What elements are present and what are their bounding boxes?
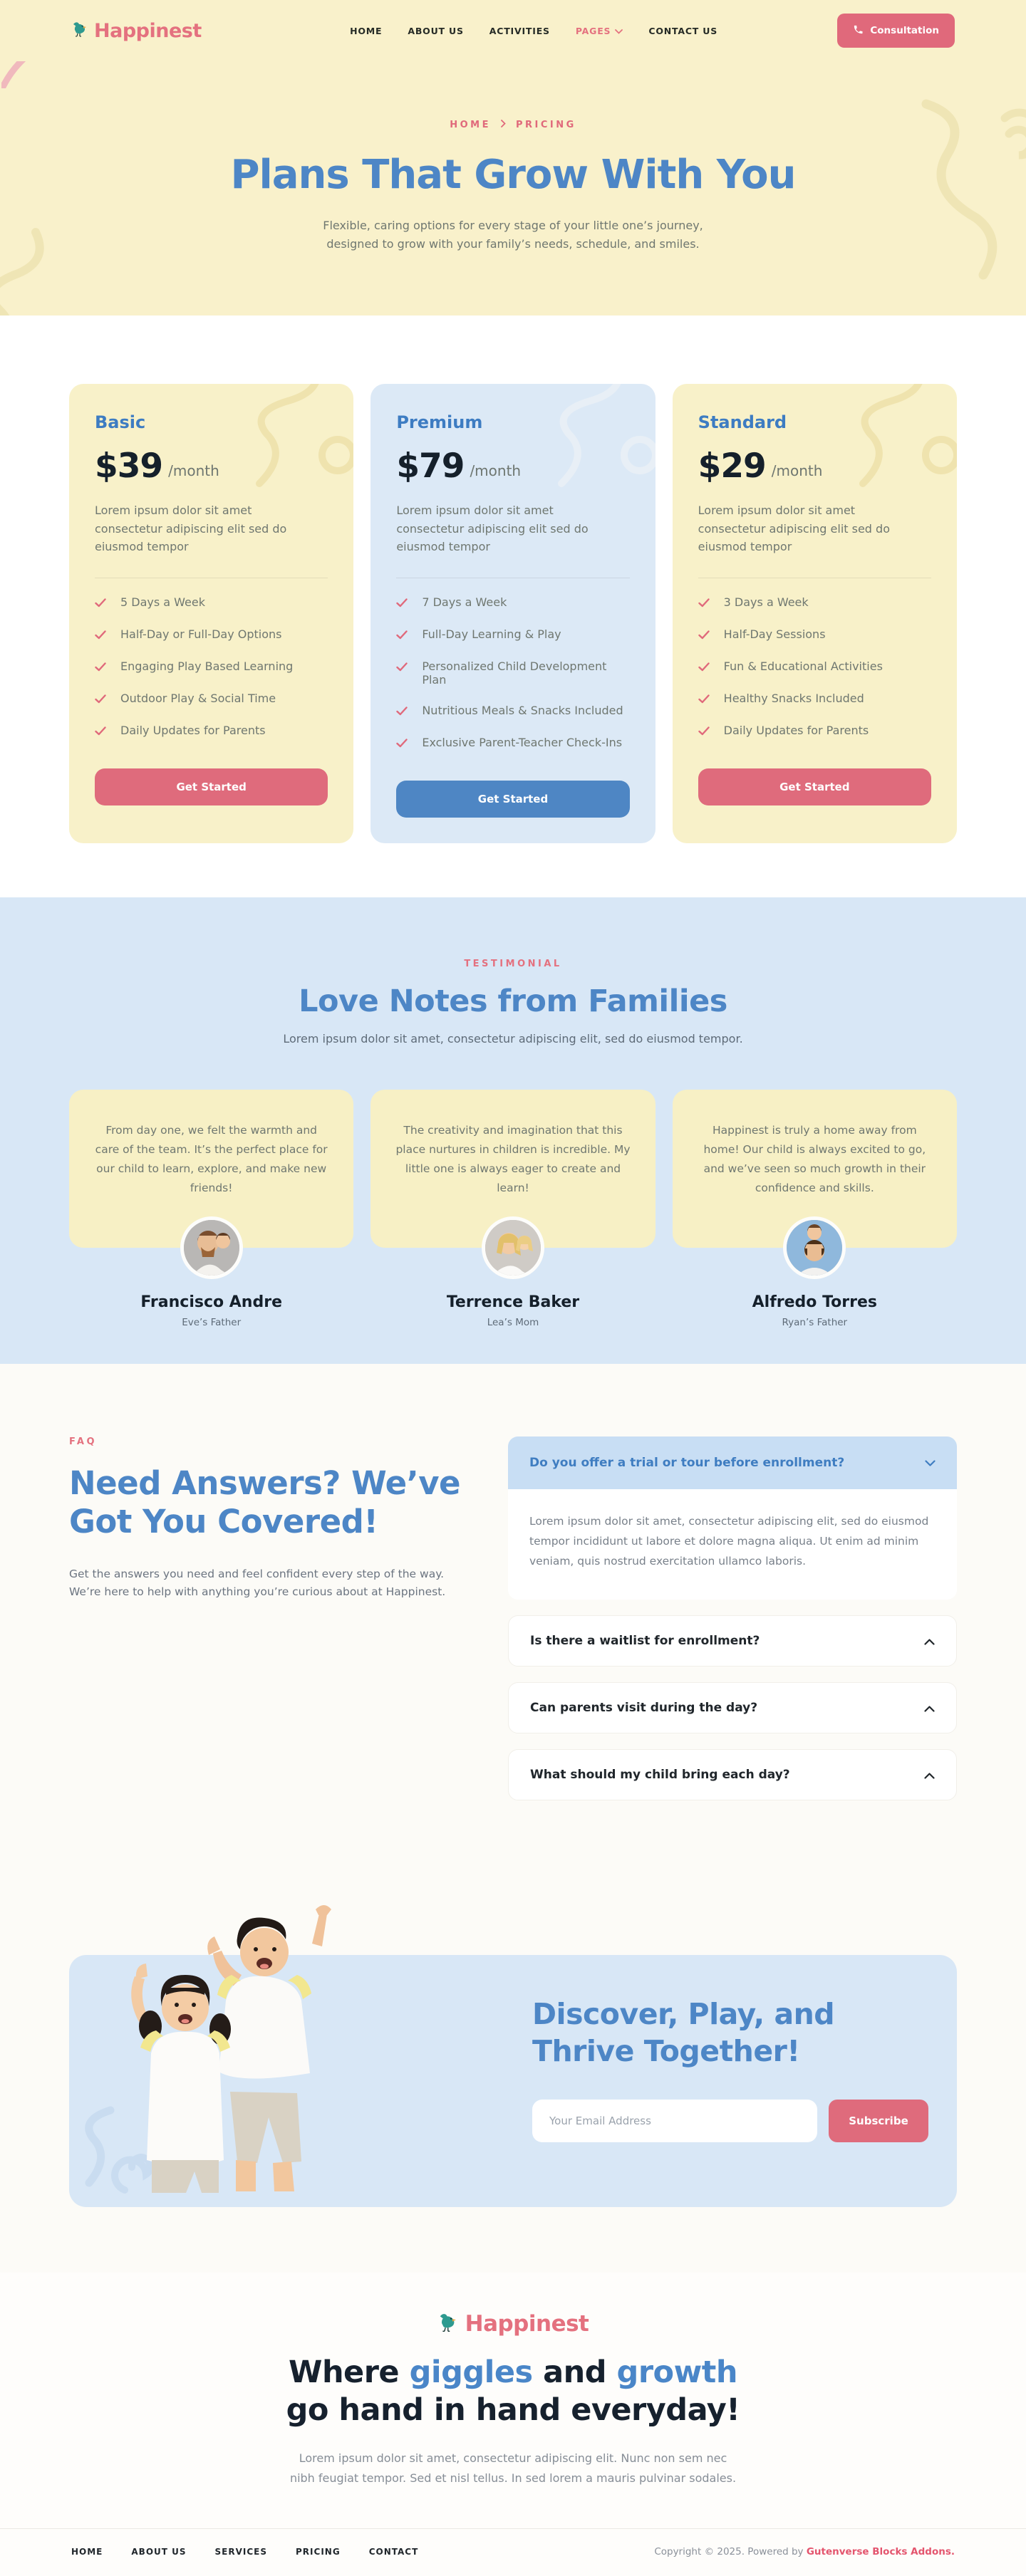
plan-period: /month xyxy=(168,462,219,479)
subscribe-button[interactable]: Subscribe xyxy=(829,2100,928,2142)
check-icon xyxy=(95,597,106,610)
footer-paragraph: Lorem ipsum dolor sit amet, consectetur adipiscing elit. Nunc non sem nec nibh feugiat tempor. Sed et nisl tellus. In sed lorem a mauris pulvinar sodales. xyxy=(289,2451,737,2486)
plan-feature xyxy=(698,659,931,674)
check-icon xyxy=(396,705,408,719)
plan-feature-label: Outdoor Play & Social Time xyxy=(120,691,276,705)
gutenverse-link[interactable]: Gutenverse Blocks Addons. xyxy=(806,2546,955,2558)
check-icon xyxy=(396,661,408,674)
copyright-text: Copyright © 2025. Powered by xyxy=(654,2546,807,2558)
footer-nav-pricing[interactable]: PRICING xyxy=(296,2547,341,2557)
plan-description: Lorem ipsum dolor sit amet consectetur adipiscing elit sed do eiusmod tempor xyxy=(698,504,890,554)
faq-item-2-header[interactable] xyxy=(509,1616,956,1666)
testimonial-card xyxy=(69,1090,353,1328)
footer-nav-contact[interactable]: CONTACT xyxy=(368,2547,419,2557)
plan-period: /month xyxy=(771,462,823,479)
cta-title: Discover, Play, and Thrive Together! xyxy=(532,1997,835,2068)
footer-logo-text: Happinest xyxy=(465,2311,589,2337)
plan-feature xyxy=(396,704,629,719)
plan-feature-label: Healthy Snacks Included xyxy=(723,691,864,705)
testimonial-name: Terrence Baker xyxy=(446,1293,580,1311)
testimonial-card xyxy=(673,1090,957,1328)
chevron-down-icon xyxy=(925,1456,936,1469)
faq-item-4-header[interactable] xyxy=(509,1750,956,1800)
faq-item-3-header[interactable] xyxy=(509,1683,956,1733)
breadcrumb-home[interactable]: HOME xyxy=(450,120,491,130)
plan-feature-list xyxy=(95,595,328,739)
avatar xyxy=(180,1216,243,1279)
chevron-up-icon xyxy=(924,1701,935,1715)
plan-feature-list xyxy=(698,595,931,739)
avatar xyxy=(482,1216,544,1279)
faq-section xyxy=(0,1364,1026,1901)
plan-feature xyxy=(396,627,629,642)
plan-description: Lorem ipsum dolor sit amet consectetur adipiscing elit sed do eiusmod tempor xyxy=(95,504,287,554)
testimonial-title: Love Notes from Families xyxy=(299,983,727,1019)
check-icon xyxy=(95,725,106,739)
get-started-button-standard[interactable]: Get Started xyxy=(698,768,931,805)
faq-question: Do you offer a trial or tour before enrollment? xyxy=(529,1455,845,1470)
check-icon xyxy=(698,661,710,674)
plan-feature-label: 3 Days a Week xyxy=(723,595,809,609)
testimonial-card xyxy=(370,1090,655,1328)
site-footer xyxy=(0,2273,1026,2576)
check-icon xyxy=(698,693,710,706)
plan-feature xyxy=(698,627,931,642)
plan-feature-label: Daily Updates for Parents xyxy=(120,723,266,737)
faq-description: Get the answers you need and feel confident every step of the way. We’re here to help with anything you’re curious about at Happinest. xyxy=(69,1567,446,1599)
testimonial-subtitle: Lorem ipsum dolor sit amet, consectetur adipiscing elit, sed do eiusmod tempor. xyxy=(283,1031,743,1045)
plan-feature-list xyxy=(396,595,629,751)
faq-question: What should my child bring each day? xyxy=(530,1768,790,1783)
copyright xyxy=(654,2546,955,2557)
plan-feature-label: Engaging Play Based Learning xyxy=(120,659,294,673)
footer-heading-highlight: giggles xyxy=(409,2355,533,2391)
plan-feature-label: Nutritious Meals & Snacks Included xyxy=(422,703,623,717)
plan-price: $29 xyxy=(698,447,766,486)
breadcrumb-current: PRICING xyxy=(515,120,576,130)
bird-logo-icon xyxy=(71,20,90,41)
footer-heading-line2: go hand in hand everyday! xyxy=(286,2392,740,2428)
footer-nav-home[interactable]: HOME xyxy=(71,2547,103,2557)
consultation-label: Consultation xyxy=(870,25,939,36)
check-icon xyxy=(95,661,106,674)
testimonial-role: Ryan’s Father xyxy=(782,1316,848,1328)
avatar xyxy=(783,1216,846,1279)
plan-feature-label: Full-Day Learning & Play xyxy=(422,627,561,641)
plan-feature xyxy=(95,724,328,739)
testimonial-name: Francisco Andre xyxy=(140,1293,282,1311)
breadcrumb xyxy=(0,120,1026,130)
plan-name: Standard xyxy=(698,412,787,432)
nav-item-pages[interactable] xyxy=(576,26,623,36)
consultation-button[interactable] xyxy=(837,14,955,48)
faq-question: Can parents visit during the day? xyxy=(530,1701,758,1716)
phone-icon xyxy=(853,24,864,38)
page-subtitle: Flexible, caring options for every stage of your little one’s journey, designed to grow with your family’s needs, schedule, and smiles. xyxy=(323,219,703,251)
page-title: Plans That Grow With You xyxy=(230,152,796,198)
footer-heading-word: and xyxy=(543,2355,607,2391)
footer-logo[interactable] xyxy=(437,2311,589,2337)
plan-feature-label: Half-Day or Full-Day Options xyxy=(120,627,282,641)
bird-logo-icon xyxy=(437,2311,460,2337)
plan-name: Premium xyxy=(396,412,483,432)
squiggle-decoration xyxy=(898,90,1026,303)
plan-feature-label: 7 Days a Week xyxy=(422,595,507,609)
pricing-card-basic xyxy=(69,384,353,843)
plan-feature-label: 5 Days a Week xyxy=(120,595,206,609)
footer-bottom-bar xyxy=(0,2528,1026,2576)
pricing-section xyxy=(0,316,1026,897)
email-input[interactable] xyxy=(532,2100,817,2142)
chevron-right-icon xyxy=(501,120,506,130)
faq-answer: Lorem ipsum dolor sit amet, consectetur adipiscing elit, sed do eiusmod tempor incididunt ut labore et dolore magna aliqua. Ut enim ad minim veniam, quis nostrud exercitation ullamco laboris. xyxy=(508,1489,957,1600)
subscribe-form xyxy=(532,2100,938,2142)
nav-item-activities[interactable]: ACTIVITIES xyxy=(489,25,550,36)
footer-heading-highlight: growth xyxy=(616,2355,737,2391)
nav-item-pages-label: PAGES xyxy=(575,25,611,36)
plan-feature xyxy=(95,692,328,706)
faq-item-3 xyxy=(508,1682,957,1733)
plan-feature xyxy=(698,692,931,706)
testimonial-role: Lea’s Mom xyxy=(487,1316,539,1328)
check-icon xyxy=(698,597,710,610)
squiggle-decoration xyxy=(0,211,100,316)
testimonial-section xyxy=(0,897,1026,1364)
testimonial-quote: From day one, we felt the warmth and care of the team. It’s the perfect place for our child to learn, explore, and make new friends! xyxy=(95,1123,328,1195)
check-icon xyxy=(698,629,710,642)
plan-feature xyxy=(396,736,629,751)
plan-feature xyxy=(698,595,931,610)
faq-item-1-header[interactable] xyxy=(508,1436,957,1489)
check-icon xyxy=(95,693,106,706)
check-icon xyxy=(396,737,408,751)
cta-section xyxy=(0,1900,1026,2273)
testimonial-quote: The creativity and imagination that this place nurtures in children is incredible. My little one is always eager to create and learn! xyxy=(395,1123,631,1195)
pricing-card-premium xyxy=(370,384,655,843)
nav-item-home[interactable]: HOME xyxy=(350,25,383,36)
plan-name: Basic xyxy=(95,412,146,432)
plan-feature xyxy=(396,595,629,610)
faq-item-1 xyxy=(508,1436,957,1600)
plan-feature xyxy=(95,595,328,610)
footer-nav-services[interactable]: SERVICES xyxy=(214,2547,268,2557)
faq-item-2 xyxy=(508,1615,957,1667)
main-nav xyxy=(321,26,717,36)
plan-feature-label: Exclusive Parent-Teacher Check-Ins xyxy=(422,735,623,749)
plan-feature xyxy=(698,724,931,739)
chevron-up-icon xyxy=(924,1634,935,1648)
pricing-card-standard xyxy=(673,384,957,843)
cta-box xyxy=(69,1955,957,2207)
plan-feature-label: Personalized Child Development Plan xyxy=(422,659,607,687)
check-icon xyxy=(396,597,408,610)
chevron-up-icon xyxy=(924,1768,935,1782)
logo-text: Happinest xyxy=(94,19,202,42)
hero-section xyxy=(0,61,1026,316)
testimonial-kicker: TESTIMONIAL xyxy=(464,958,562,969)
faq-accordion xyxy=(508,1436,957,1801)
get-started-button-premium[interactable]: Get Started xyxy=(396,781,629,818)
site-header xyxy=(0,0,1026,61)
plan-period: /month xyxy=(470,462,522,479)
plan-feature xyxy=(95,627,328,642)
plan-feature-label: Daily Updates for Parents xyxy=(723,723,869,737)
plan-feature-label: Fun & Educational Activities xyxy=(723,659,883,673)
testimonial-role: Eve’s Father xyxy=(182,1316,242,1328)
plan-feature-label: Half-Day Sessions xyxy=(723,627,826,641)
footer-nav xyxy=(71,2547,418,2557)
check-icon xyxy=(698,725,710,739)
kids-photo xyxy=(95,1901,430,2207)
testimonial-quote: Happinest is truly a home away from home! Our child is always excited to go, and we’ve seen so much growth in their confidence and skills. xyxy=(703,1123,926,1195)
plan-feature xyxy=(396,659,629,687)
footer-heading xyxy=(0,2354,1026,2429)
logo[interactable] xyxy=(71,20,202,42)
plan-price: $79 xyxy=(396,447,465,486)
check-icon xyxy=(396,629,408,642)
faq-question: Is there a waitlist for enrollment? xyxy=(530,1634,760,1649)
plan-description: Lorem ipsum dolor sit amet consectetur adipiscing elit sed do eiusmod tempor xyxy=(396,504,589,554)
check-icon xyxy=(95,629,106,642)
plan-feature xyxy=(95,659,328,674)
testimonial-name: Alfredo Torres xyxy=(752,1293,877,1311)
chevron-down-icon xyxy=(615,26,623,36)
nav-item-contact-us[interactable]: CONTACT US xyxy=(648,25,718,36)
get-started-button-basic[interactable]: Get Started xyxy=(95,768,328,805)
plan-price: $39 xyxy=(95,447,163,486)
faq-item-4 xyxy=(508,1749,957,1800)
nav-item-about-us[interactable]: ABOUT US xyxy=(408,25,464,36)
pink-squiggle-decoration xyxy=(1,61,30,88)
faq-kicker: FAQ xyxy=(69,1436,98,1447)
footer-nav-about-us[interactable]: ABOUT US xyxy=(131,2547,187,2557)
faq-title: Need Answers? We’ve Got You Covered! xyxy=(69,1464,461,1540)
footer-heading-word: Where xyxy=(289,2355,400,2391)
